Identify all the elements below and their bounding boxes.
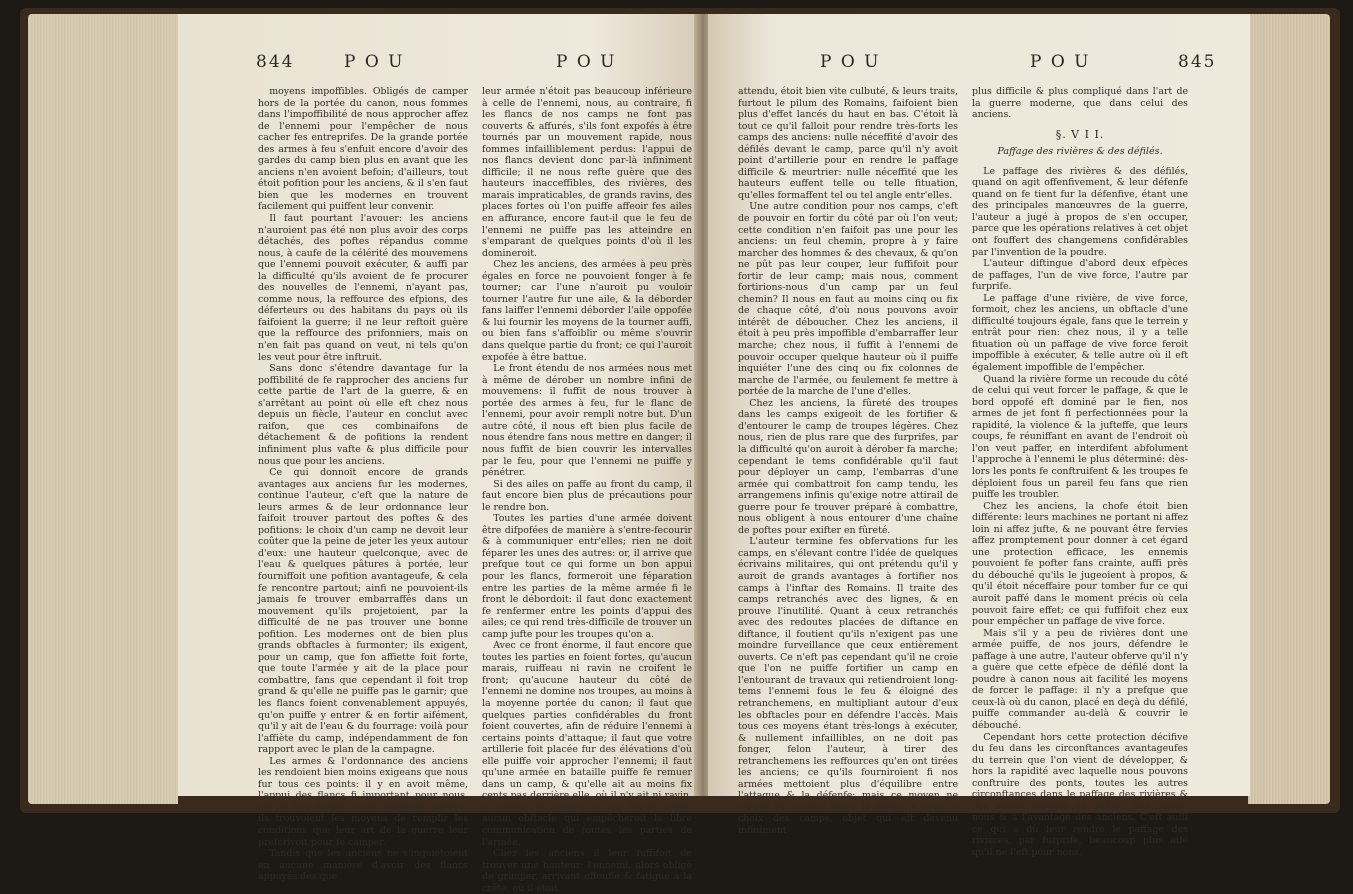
running-head: P O U [556,52,617,72]
paragraph: Chez les anciens il leur fuffifoit de trouver une hauteur: l'ennemi, alors obligé de grimper, arrivant effouflé & fatigué à la crête, où il étoit [482,848,692,894]
page-number: 845 [1178,52,1217,72]
paragraph: plus difficile & plus compliqué dans l'art de la guerre moderne, que dans celui des anciens. [972,86,1188,121]
paragraph: Toutes les parties d'une armée doivent être difpofées de manière à s'entre-fecourir & à communiquer entr'elles; rien ne doit féparer les unes des autres: or, il arrive que prefque tout ce qui forme un bon appui pour les flancs, formeroit une féparation entre les parties de la même armée fi le front le débordoit: il faut donc exactement fe renfermer entre les points d'appui des ailes; ce qui rend très-difficile de trouver un camp jufte pour les troupes qu'on a. [482,513,692,640]
right-page [708,14,1250,858]
section-title: Paffage des rivières & des défilés. [997,146,1163,158]
text-column-1 [738,86,958,836]
paragraph: Les armes & l'ordonnance des anciens les rendoient bien moins exigeans que nous fur tous ces points: il y en avoit même, l'appui des flancs fi important pour nous, qui ne leur étoient point effentiels: partout ils trouvoient les moyens de remplir les conditions que leur art de la guerre leur prefcrivoit pour fe camper. [258,755,468,848]
paragraph: Mais s'il y a peu de rivières dont une armée puiffe, de nos jours, défendre le paffage à une autre, l'auteur obferve qu'il n'y a guère que cette efpèce de défilé dont la poudre à canon nous ait facilité les moyens de forcer le paffage: il n'y a prefque que ceux-là où du canon, placé en deçà du défilé, puiffe commander au-delà & couvrir le débouché. [972,627,1188,731]
paragraph: Il faut pourtant l'avouer: les anciens n'auroient pas été non plus avoir des corps détachés, des poftes répandus comme nous, à caufe de la célérité des mouvemens que l'ennemi pouvoit exécuter, & auffi par la difficulté qu'ils avoient de fe procurer des nouvelles de l'ennemi, n'ayant pas, comme nous, la reffource des efpions, des déferteurs ou des habitans du pays où ils faifoient la guerre; il ne leur reftoit guère que la reffource des prifonniers, mais on n'en fait pas quand on veut, ni tels qu'on les veut pour être inftruit. [258,213,468,363]
text-column-2 [972,86,1188,858]
paragraph: Quand la rivière forme un recoude du côté de celui qui veut forcer le paffage, & que le bord oppofé eft dominé par le fien, nos armes de jet font fi perfectionnées pour la rapidité, la violence & la jufteffe, que leurs coups, fe réuniffant en avant de l'endroit où l'on veut paffer, en interdifent abfolument l'approche à l'ennemi le plus déterminé: dès-lors les ponts fe conftruifent & les troupes fe déploient fous un pareil feu fans que rien puiffe les troubler. [972,373,1188,501]
paragraph: L'auteur termine fes obfervations fur les camps, en s'élevant contre l'idée de quelques écrivains militaires, qui ont prétendu qu'il y auroit de grands avantages à fortifier nos camps à l'inftar des Romains. Il traite des camps retranchés avec des lignes, & en prouve l'inutilité. Quant à ceux retranchés avec des redoutes placées de diftance en diftance, il foutient qu'ils n'exigent pas une moindre furveillance que ceux entièrement ouverts. Ce n'eft pas cependant qu'il ne croie que l'on ne puiffe fortifier un camp en l'entourant de travaux qui retiendroient long-tems l'ennemi fous le feu & éloigné des retranchemens, en multipliant autour d'eux les obftacles pour en défendre l'accès. Mais tous ces moyens étant très-longs à exécuter, & nullement infaillibles, on ne doit pas fonger, felon l'auteur, à tirer des retranchemens les reffources qu'en ont tirées les anciens; ce qu'ils fourniroient fi nos armées mettoient plus d'équilibre entre l'attaque & la défenfe; mais ce moyen ne répare en aucune façon la difficulté dans le choix des camps, objet qui eft devenu infiniment [738,536,958,836]
page-number: 844 [256,52,295,72]
paragraph: L'auteur diftingue d'abord deux efpèces de paffages, l'un de vive force, l'autre par furprife. [972,258,1188,293]
paragraph: Ce qui donnoit encore de grands avantages aux anciens fur les modernes, continue l'auteur, c'eft que la nature de leurs armes & de leur ordonnance leur faifoit trouver partout des poftes & des pofitions: le choix d'un camp ne devoit leur coûter que la peine de jeter les yeux autour d'eux: une hauteur quelconque, avec de l'eau & quelques pâtures à portée, leur fourniffoit une pofition avantageufe, & cela fe rencontre partout; ainfi ne pouvoient-ils jamais fe trouver embarraffés dans un mouvement qu'ils projetoient, par la difficulté de ne pas trouver une bonne pofition. Les modernes ont de bien plus grands obftacles à furmonter; ils exigent, pour un camp, que fon affiette foit forte, que toute l'armée y ait de la place pour combattre, fans que cependant il foit trop grand & qu'elle ne puiffe pas le garnir; que les flancs foient convenablement appuyés, qu'on puiffe y entrer & en fortir aifément, qu'il y ait de l'eau & du fourrage: voilà pour l'affiète du camp, indépendamment de fon rapport avec le plan de la campagne. [258,467,468,756]
paragraph: attendu, étoit bien vite culbuté, & leurs traits, furtout le pilum des Romains, faifoient bien plus d'effet lancés du haut en bas. C'étoit là tout ce qu'il falloit pour rendre très-forts les camps des anciens: nulle néceffité d'avoir des défilés devant le camp, parce qu'il n'y avoit point d'artillerie pour en rendre le paffage difficile & meurtrier: nulle néceffité que les hauteurs euffent telle ou telle fituation, qu'elles formaffent tel ou tel angle entr'elles. [738,86,958,201]
page-edges-left [28,14,178,804]
left-page [178,14,698,894]
paragraph: Avec ce front énorme, il faut encore que toutes les parties en foient fortes, qu'aucun marais, ruiffeau ni ravin ne croifent le front; qu'aucune hauteur du côté de l'ennemi ne domine nos troupes, au moins à la moyenne portée du canon; il faut que quelques parties confidérables du front foient couvertes, afin de réduire l'ennemi à certains points d'attaque; il faut que votre artillerie foit placée fur des élévations d'où elle puiffe voir approcher l'ennemi; il faut qu'une armée en bataille puiffe fe remuer dans un camp, & qu'elle ait au moins fix cents pas derrière elle, où il n'y ait ni ravin, ni rivière, ni marais, ni bois touffu; enfin, aucun obftacle qui empêcheroit la libre communication de toutes les parties de l'armée. [482,640,692,848]
paragraph: Si des ailes on paffe au front du camp, il faut encore bien plus de précautions pour le rendre bon. [482,478,692,513]
paragraph: leur armée n'étoit pas beaucoup inférieure à celle de l'ennemi, nous, au contraire, fi les flancs de nos camps ne font pas couverts & affurés, s'ils font expofés à être tournés par un mouvement rapide, nous fommes infailliblement perdus: l'appui de nos flancs devient donc par-là infiniment difficile; il ne nous refte guère que des hauteurs inacceffibles, des rivières, des marais impraticables, de grands ravins, des places fortes où l'on puiffe affeoir fes ailes en affurance, encore faut-il que le feu de l'ennemi ne puiffe pas les atteindre en s'emparant de quelques points d'où il les domineroit. [482,86,692,259]
text-column-1 [258,86,468,883]
paragraph: Le paffage des rivières & des défilés, quand on agit offenfivement, & leur défenfe quand on fe tient fur la défenfive, étant une des principales manœuvres de la guerre, l'auteur a jugé à propos de s'en occuper, parce que les opérations relatives à cet objet ont fouffert des changemens confidérables par l'invention de la poudre. [972,165,1188,258]
running-head: P O U [820,52,881,72]
paragraph: Chez les anciens, des armées à peu près égales en force ne pouvoient fonger à fe tourner; car l'une n'auroit pu vouloir tourner l'autre fur une aile, & la déborder fans laiffer l'ennemi déborder l'aile oppofée & lui fournir les moyens de la tourner auffi, ou bien fans s'affoiblir ou même s'ouvrir dans quelque partie du front; ce qui l'auroit expofée à être battue. [482,259,692,363]
paragraph: Chez les anciens, la fûreté des troupes dans les camps exigeoit de les fortifier & d'entourer le camp de troupes légères. Chez nous, rien de plus rare que des furprifes, par la difficulté qu'on auroit à dérober fa marche; cependant le tems confidérable qu'il faut pour déployer un camp, l'embarras d'une armée qui combattroit fon camp tendu, les arrangemens infinis qu'exige notre attirail de guerre pour fe trouver préparé à combattre, nous obligent à nous entourer d'une chaîne de poftes pour exifter en fûreté. [738,397,958,536]
paragraph: Le front étendu de nos armées nous met à même de dérober un nombre infini de mouvemens: il fuffit de nous trouver à portée des armes à feu, fur le flanc de l'ennemi, pour avoir rempli notre but. D'un autre côté, il nous eft bien plus facile de nous étendre fans nous mettre en danger; il nous fuffit de bien couvrir les intervalles par le feu, pour que l'ennemi ne puiffe y pénétrer. [482,363,692,479]
paragraph: Sans donc s'étendre davantage fur la poffibilité de fe rapprocher des anciens fur cette partie de l'art de la guerre, & en s'arrêtant au point où elle eft chez nous depuis un fiècle, l'auteur en conclut avec raifon, que ces combinaifons de détachement & de pofitions la rendent infiniment plus vafte & plus difficile pour nous que pour les anciens. [258,363,468,467]
paragraph: Tandis que les anciens ne s'inquiétoient en aucune manière d'avoir des flancs appuyés dès que [258,848,468,883]
text-column-2 [482,86,692,894]
running-head: P O U [344,52,405,72]
paragraph: Chez les anciens, la chofe étoit bien différente: leurs machines ne portant ni affez loin ni affez jufte, & ne pouvant être fervies affez promptement pour donner à cet égard une protection efficace, les ennemis pouvoient fe pofter fans crainte, auffi près du débouché qu'ils le jugeoient à propos, & qu'il étoit néceffaire pour tomber fur ce qui auroit paffé dans le moment précis où cela pouvoit faire effet; ce qui fuffifoit chez eux pour empêcher un paffage de vive force. [972,500,1188,628]
paragraph: Cependant hors cette protection décifive du feu dans les circonftances avantageufes du terrein que l'on vient de développer, & hors la rapidité avec laquelle nous pouvons conftruire des ponts, toutes les autres circonftances dans le paffage des rivières & des autres efpèces de défilés font contre nous & à l'avantage des anciens. C'eft auffi ce qui a dû leur rendre le paffage des rivières, par furprife, beaucoup plus aifé qu'il ne l'eft pour nons. [972,731,1188,858]
running-head: P O U [1030,52,1091,72]
paragraph: Une autre condition pour nos camps, c'eft de pouvoir en fortir du côté par où l'on veut; cette condition n'en faifoit pas une pour les anciens: un feul chemin, propre à y faire marcher des hommes & des chevaux, & qu'on ne pût pas leur couper, leur fuffifoit pour fortir de leur camp; mais nous, comment fortirions-nous d'un camp par un feul chemin? Il nous en faut au moins cinq ou fix de chaque côté, d'où nous pouvons avoir intérêt de déboucher. Chez les anciens, il étoit à peu près impoffible d'embarraffer leur marche; chez nous, il fuffit à l'ennemi de pouvoir occuper quelque hauteur où il puiffe inquiéter l'une des cinq ou fix colonnes de marche de l'armée, ou feulement fe mettre à portée de la marche de l'une d'elles. [738,201,958,398]
paragraph: moyens impoffibles. Obligés de camper hors de la portée du canon, nous fommes dans l'impoffibilité de nous approcher affez de l'ennemi pour l'empêcher de nous cacher fes entreprifes. De la grande portée des armes à feu s'enfuit encore d'avoir des gardes du camp bien plus en avant que les anciens n'en avoient befoin; d'ailleurs, tout étoit pofition pour les anciens, & il s'en faut bien que les modernes en trouvent facilement qui puiffent leur convenir. [258,86,468,213]
paragraph: Le paffage d'une rivière, de vive force, formoit, chez les anciens, un obftacle d'une difficulté toujours égale, fans que le terrein y entrât pour rien: chez nous, il y a telle fituation où un paffage de vive force feroit impoffible à exécuter, & telle autre où il eft également impoffible de l'empêcher. [972,292,1188,374]
section-number: §. V I I. [1055,127,1105,141]
page-edges-right [1248,14,1330,804]
